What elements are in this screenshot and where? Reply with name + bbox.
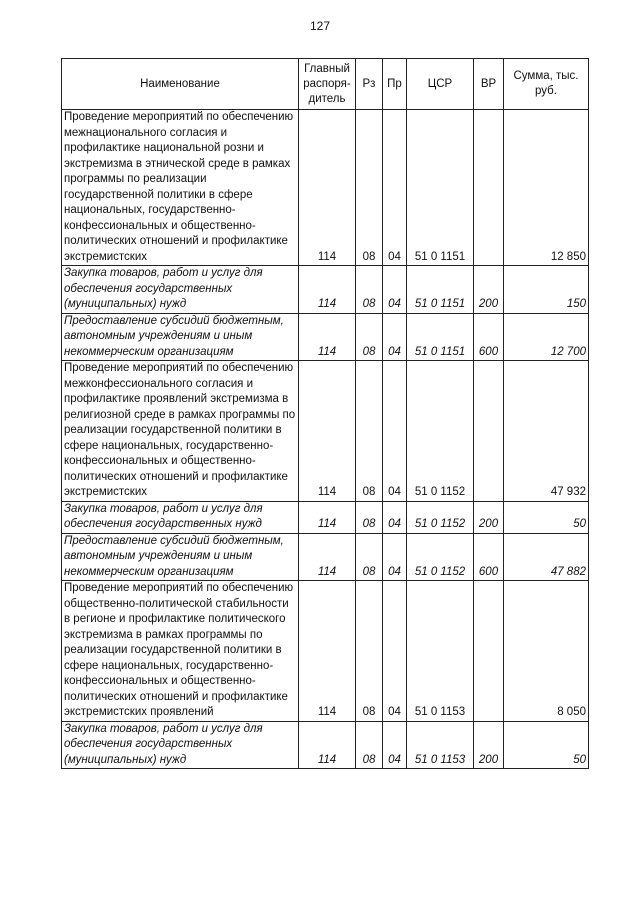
row-rz: 08: [356, 533, 383, 581]
row-pr: 04: [383, 533, 407, 581]
row-sum: 50: [504, 501, 589, 533]
row-name: Предоставление субсидий бюджетным, автономным учреждениям и иным некоммерческим организациям: [62, 533, 299, 581]
header-rz: Рз: [356, 59, 383, 110]
row-name: Проведение мероприятий по обеспечению общественно-политической стабильности в регионе и профилактике политического экстремизма в рамках программы по реализации государственной политики в сфере национальных, государственно-конфессиональных и общественно-политических отношений и профилактике экстремистских проявлений: [62, 581, 299, 722]
row-glavny: 114: [299, 313, 356, 361]
row-csr: 51 0 1151: [407, 110, 474, 266]
row-csr: 51 0 1152: [407, 501, 474, 533]
row-glavny: 114: [299, 501, 356, 533]
header-glavny: Главный распоря-дитель: [299, 59, 356, 110]
row-vr: [474, 361, 504, 502]
table-row: [62, 110, 589, 266]
row-csr: 51 0 1152: [407, 533, 474, 581]
row-pr: 04: [383, 721, 407, 769]
budget-table: [61, 58, 589, 769]
row-glavny: 114: [299, 581, 356, 722]
row-name: Предоставление субсидий бюджетным, автономным учреждениям и иным некоммерческим организациям: [62, 313, 299, 361]
row-rz: 08: [356, 501, 383, 533]
table-row: [62, 721, 589, 769]
header-pr: Пр: [383, 59, 407, 110]
row-name: Закупка товаров, работ и услуг для обеспечения государственных нужд: [62, 501, 299, 533]
row-rz: 08: [356, 721, 383, 769]
row-glavny: 114: [299, 533, 356, 581]
table-row: [62, 501, 589, 533]
table-row: [62, 266, 589, 314]
row-pr: 04: [383, 361, 407, 502]
row-name: Закупка товаров, работ и услуг для обеспечения государственных (муниципальных) нужд: [62, 721, 299, 769]
page-number: 127: [309, 19, 331, 33]
row-csr: 51 0 1152: [407, 361, 474, 502]
row-vr: 200: [474, 266, 504, 314]
table-row: [62, 313, 589, 361]
row-name: Закупка товаров, работ и услуг для обеспечения государственных (муниципальных) нужд: [62, 266, 299, 314]
row-sum: 12 850: [504, 110, 589, 266]
row-rz: 08: [356, 361, 383, 502]
row-pr: 04: [383, 313, 407, 361]
row-vr: 200: [474, 501, 504, 533]
row-name: Проведение мероприятий по обеспечению межконфессионального согласия и профилактике проявлений экстремизма в религиозной среде в рамках программы по реализации государственной политики в сфере национальных, государственно-конфессиональных и общественно-политических отношений и профилактике экстремистских: [62, 361, 299, 502]
row-pr: 04: [383, 581, 407, 722]
header-vr: ВР: [474, 59, 504, 110]
table-row: [62, 581, 589, 722]
row-vr: 600: [474, 313, 504, 361]
row-csr: 51 0 1151: [407, 266, 474, 314]
row-vr: [474, 110, 504, 266]
header-row: [62, 59, 589, 110]
row-pr: 04: [383, 266, 407, 314]
row-sum: 50: [504, 721, 589, 769]
header-sum: Сумма, тыс. руб.: [504, 59, 589, 110]
row-sum: 150: [504, 266, 589, 314]
row-vr: 200: [474, 721, 504, 769]
row-sum: 47 932: [504, 361, 589, 502]
row-vr: [474, 581, 504, 722]
table-row: [62, 533, 589, 581]
table-row: [62, 361, 589, 502]
row-pr: 04: [383, 501, 407, 533]
row-rz: 08: [356, 313, 383, 361]
header-csr: ЦСР: [407, 59, 474, 110]
row-name: Проведение мероприятий по обеспечению межнационального согласия и профилактике национальной розни и экстремизма в этнической среде в рамках программы по реализации государственной политики в сфере национальных, государственно-конфессиональных и общественно-политических отношений и профилактике экстремистских: [62, 110, 299, 266]
row-pr: 04: [383, 110, 407, 266]
row-glavny: 114: [299, 721, 356, 769]
row-rz: 08: [356, 581, 383, 722]
row-vr: 600: [474, 533, 504, 581]
row-rz: 08: [356, 110, 383, 266]
row-glavny: 114: [299, 266, 356, 314]
row-sum: 47 882: [504, 533, 589, 581]
header-name: Наименование: [62, 59, 299, 110]
row-csr: 51 0 1153: [407, 721, 474, 769]
row-rz: 08: [356, 266, 383, 314]
row-sum: 12 700: [504, 313, 589, 361]
row-sum: 8 050: [504, 581, 589, 722]
row-glavny: 114: [299, 110, 356, 266]
row-csr: 51 0 1153: [407, 581, 474, 722]
row-glavny: 114: [299, 361, 356, 502]
row-csr: 51 0 1151: [407, 313, 474, 361]
